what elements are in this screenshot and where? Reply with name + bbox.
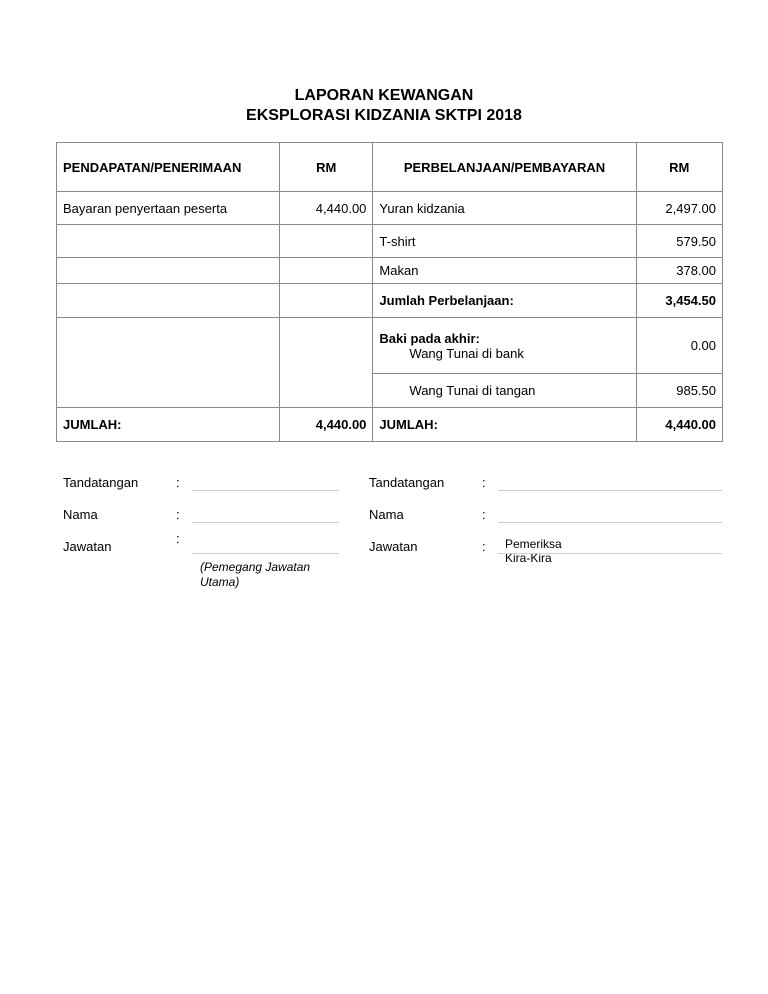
colon: : bbox=[482, 475, 486, 490]
right-name-line[interactable] bbox=[498, 522, 722, 523]
baki-cell bbox=[373, 318, 636, 374]
table-row bbox=[57, 192, 723, 225]
right-position-label: Jawatan bbox=[369, 539, 418, 554]
bank-label: Wang Tunai di bank bbox=[409, 345, 524, 361]
income-amount bbox=[280, 258, 373, 284]
expense-amount: 2,497.00 bbox=[636, 192, 722, 225]
right-name-label: Nama bbox=[369, 507, 404, 522]
income-total-label: JUMLAH: bbox=[57, 408, 280, 442]
report-title: LAPORAN KEWANGAN bbox=[294, 87, 474, 104]
header-income: PENDAPATAN/PENERIMAAN bbox=[57, 143, 280, 192]
left-position-line[interactable] bbox=[192, 553, 339, 554]
cash-label: Wang Tunai di tangan bbox=[373, 374, 636, 408]
cash-amount: 985.50 bbox=[636, 374, 722, 408]
right-signature-line[interactable] bbox=[498, 490, 722, 491]
table-header-row bbox=[57, 143, 723, 192]
expense-grand-total-label: JUMLAH: bbox=[373, 408, 636, 442]
income-empty-cell bbox=[57, 318, 280, 408]
left-position-note: (Pemegang Jawatan Utama) bbox=[200, 560, 311, 589]
bank-amount: 0.00 bbox=[636, 318, 722, 374]
table-total-row bbox=[57, 408, 723, 442]
expense-total-amount: 3,454.50 bbox=[636, 284, 722, 318]
table-row bbox=[57, 225, 723, 258]
left-name-line[interactable] bbox=[192, 522, 339, 523]
left-signature-label: Tandatangan bbox=[63, 475, 139, 490]
header-income-rm: RM bbox=[280, 143, 373, 192]
financial-table bbox=[56, 142, 723, 442]
expense-label: Yuran kidzania bbox=[373, 192, 636, 225]
header-expense: PERBELANJAAN/PEMBAYARAN bbox=[373, 143, 636, 192]
expense-label: Makan bbox=[373, 258, 636, 284]
colon: : bbox=[176, 507, 180, 522]
table-row bbox=[57, 318, 723, 374]
colon: : bbox=[176, 531, 180, 546]
baki-label: Baki pada akhir: bbox=[379, 330, 480, 346]
income-label bbox=[57, 258, 280, 284]
expense-label: T-shirt bbox=[373, 225, 636, 258]
expense-total-label: Jumlah Perbelanjaan: bbox=[373, 284, 636, 318]
expense-grand-total-amount: 4,440.00 bbox=[636, 408, 722, 442]
income-label bbox=[57, 225, 280, 258]
left-signature-line[interactable] bbox=[192, 490, 339, 491]
expense-amount: 378.00 bbox=[636, 258, 722, 284]
report-subtitle: EKSPLORASI KIDZANIA SKTPI 2018 bbox=[246, 107, 522, 124]
income-empty-amount-cell bbox=[280, 318, 373, 408]
header-expense-rm: RM bbox=[636, 143, 722, 192]
table-row bbox=[57, 258, 723, 284]
income-amount bbox=[280, 284, 373, 318]
income-label: Bayaran penyertaan peserta bbox=[57, 192, 280, 225]
right-signature-label: Tandatangan bbox=[369, 475, 445, 490]
colon: : bbox=[482, 507, 486, 522]
income-label bbox=[57, 284, 280, 318]
income-total-amount: 4,440.00 bbox=[280, 408, 373, 442]
right-position-line[interactable] bbox=[498, 553, 722, 554]
colon: : bbox=[482, 539, 486, 554]
income-amount: 4,440.00 bbox=[280, 192, 373, 225]
colon: : bbox=[176, 475, 180, 490]
left-position-label: Jawatan bbox=[63, 539, 112, 554]
expense-amount: 579.50 bbox=[636, 225, 722, 258]
income-amount bbox=[280, 225, 373, 258]
table-row bbox=[57, 284, 723, 318]
right-position-value: Pemeriksa Kira-Kira bbox=[505, 537, 562, 565]
left-name-label: Nama bbox=[63, 507, 98, 522]
